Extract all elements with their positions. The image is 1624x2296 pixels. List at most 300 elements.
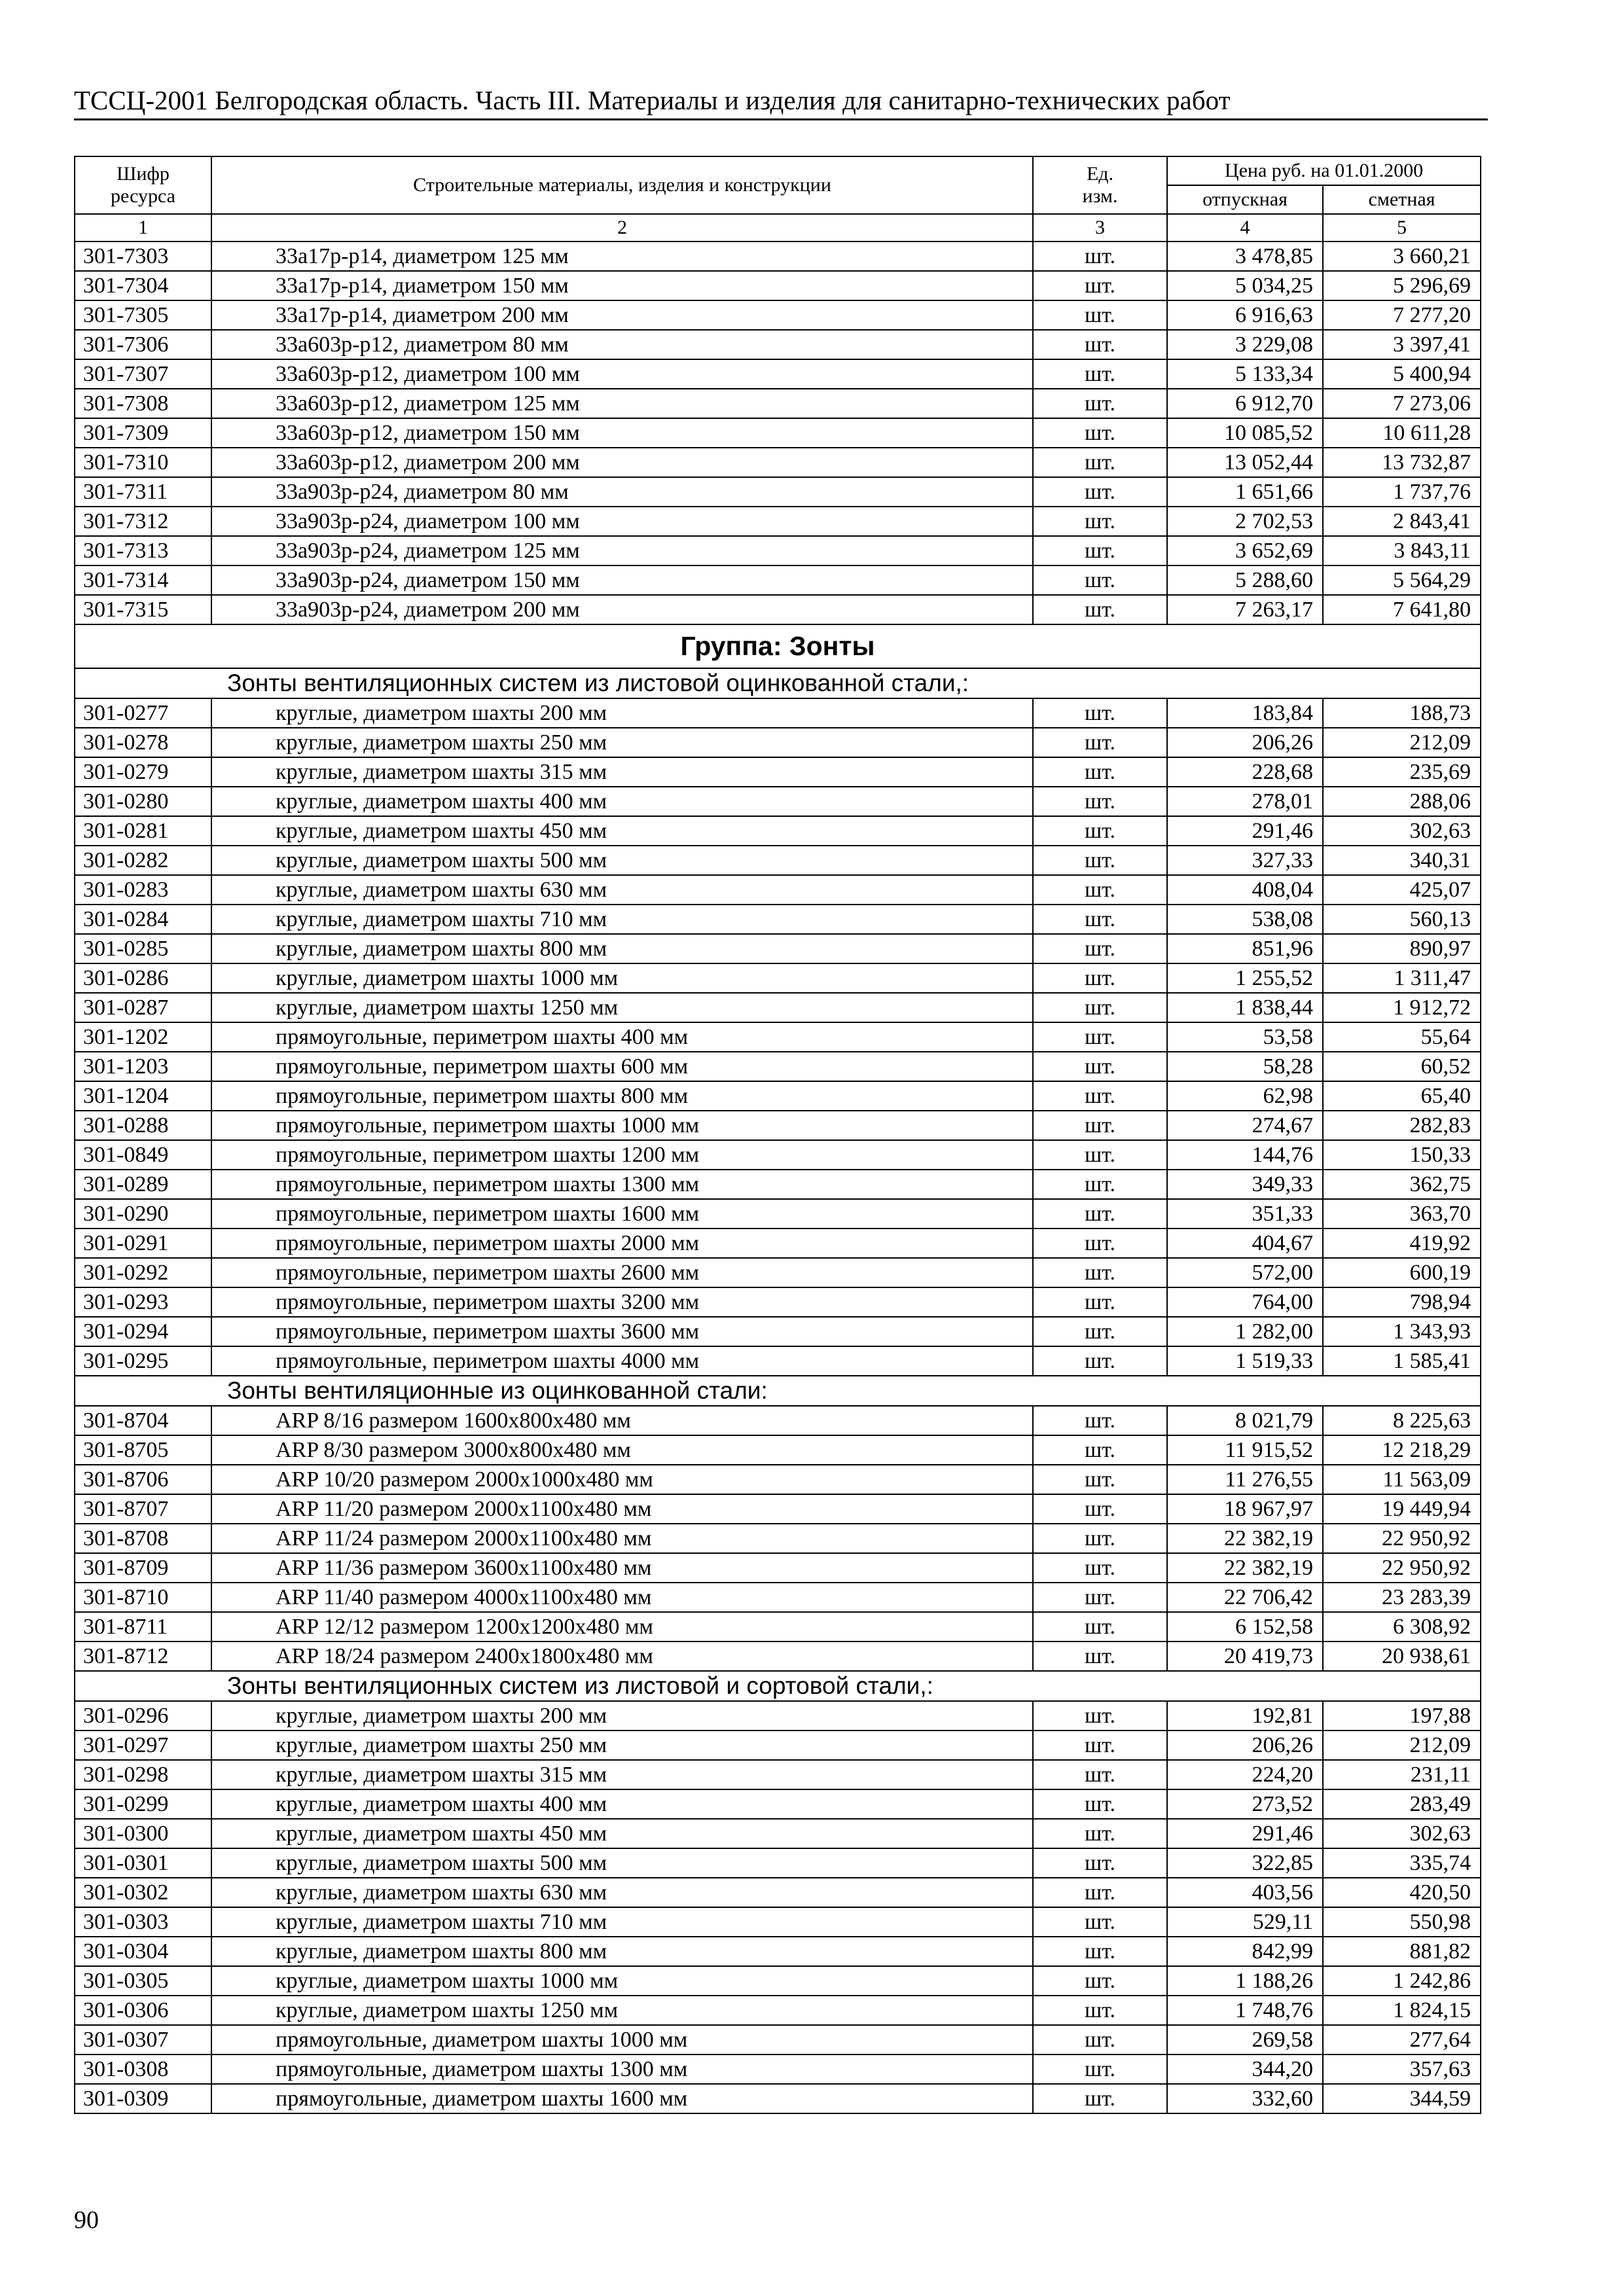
price-release: 206,26 (1167, 1731, 1323, 1760)
material-name: круглые, диаметром шахты 710 мм (211, 1907, 1033, 1937)
price-estimate: 283,49 (1323, 1789, 1481, 1819)
material-name: круглые, диаметром шахты 315 мм (211, 757, 1033, 787)
price-estimate: 11 563,09 (1323, 1465, 1481, 1494)
subgroup-heading-row (75, 1671, 1481, 1701)
resource-code: 301-0281 (75, 816, 211, 846)
unit-of-measure: шт. (1033, 1258, 1167, 1287)
price-estimate: 7 277,20 (1323, 300, 1481, 330)
table-row (75, 565, 1481, 595)
price-estimate: 1 824,15 (1323, 1996, 1481, 2025)
price-estimate: 344,59 (1323, 2084, 1481, 2113)
unit-of-measure: шт. (1033, 507, 1167, 536)
material-name: круглые, диаметром шахты 200 мм (211, 698, 1033, 728)
material-name: круглые, диаметром шахты 1250 мм (211, 1996, 1033, 2025)
table-row (75, 787, 1481, 816)
unit-of-measure: шт. (1033, 595, 1167, 624)
price-estimate: 150,33 (1323, 1140, 1481, 1170)
price-estimate: 798,94 (1323, 1287, 1481, 1317)
table-row (75, 1583, 1481, 1612)
table-row (75, 1170, 1481, 1199)
unit-of-measure: шт. (1033, 477, 1167, 507)
price-estimate: 20 938,61 (1323, 1641, 1481, 1671)
price-release: 764,00 (1167, 1287, 1323, 1317)
table-row (75, 1317, 1481, 1346)
resource-code: 301-0285 (75, 934, 211, 963)
unit-of-measure: шт. (1033, 2084, 1167, 2113)
material-name: 33а903р-р24, диаметром 150 мм (211, 565, 1033, 595)
unit-of-measure: шт. (1033, 757, 1167, 787)
table-row (75, 536, 1481, 565)
table-row (75, 359, 1481, 389)
col-header-price: Цена руб. на 01.01.2000 (1167, 156, 1481, 185)
price-release: 351,33 (1167, 1199, 1323, 1229)
price-estimate: 1 311,47 (1323, 963, 1481, 993)
resource-code: 301-0295 (75, 1346, 211, 1376)
resource-code: 301-0303 (75, 1907, 211, 1937)
unit-of-measure: шт. (1033, 1789, 1167, 1819)
table-row (75, 1612, 1481, 1641)
unit-of-measure: шт. (1033, 1731, 1167, 1760)
unit-of-measure: шт. (1033, 1819, 1167, 1848)
unit-of-measure: шт. (1033, 1848, 1167, 1878)
resource-code: 301-0290 (75, 1199, 211, 1229)
unit-of-measure: шт. (1033, 565, 1167, 595)
col-header-unit: Ед. изм. (1033, 156, 1167, 214)
price-estimate: 5 296,69 (1323, 271, 1481, 300)
price-release: 1 651,66 (1167, 477, 1323, 507)
material-name: круглые, диаметром шахты 710 мм (211, 905, 1033, 934)
unit-of-measure: шт. (1033, 816, 1167, 846)
material-name: прямоугольные, диаметром шахты 1000 мм (211, 2025, 1033, 2054)
table-row (75, 1199, 1481, 1229)
price-estimate: 212,09 (1323, 1731, 1481, 1760)
material-name: 33а903р-р24, диаметром 100 мм (211, 507, 1033, 536)
price-estimate: 5 564,29 (1323, 565, 1481, 595)
table-row (75, 389, 1481, 418)
resource-code: 301-8709 (75, 1553, 211, 1583)
price-release: 5 034,25 (1167, 271, 1323, 300)
table-row (75, 993, 1481, 1022)
price-release: 1 519,33 (1167, 1346, 1323, 1376)
price-release: 2 702,53 (1167, 507, 1323, 536)
material-name: круглые, диаметром шахты 315 мм (211, 1760, 1033, 1789)
unit-of-measure: шт. (1033, 418, 1167, 448)
price-estimate: 65,40 (1323, 1081, 1481, 1111)
price-estimate: 335,74 (1323, 1848, 1481, 1878)
price-estimate: 2 843,41 (1323, 507, 1481, 536)
table-row (75, 934, 1481, 963)
table-row (75, 330, 1481, 359)
price-release: 851,96 (1167, 934, 1323, 963)
table-row (75, 1641, 1481, 1671)
price-release: 3 652,69 (1167, 536, 1323, 565)
resource-code: 301-7307 (75, 359, 211, 389)
table-row (75, 1701, 1481, 1731)
price-release: 6 916,63 (1167, 300, 1323, 330)
unit-of-measure: шт. (1033, 1494, 1167, 1524)
material-name: ARP 8/30 размером 3000х800х480 мм (211, 1435, 1033, 1465)
resource-code: 301-7308 (75, 389, 211, 418)
price-estimate: 13 732,87 (1323, 448, 1481, 477)
unit-of-measure: шт. (1033, 728, 1167, 757)
material-name: круглые, диаметром шахты 400 мм (211, 787, 1033, 816)
resource-code: 301-0294 (75, 1317, 211, 1346)
unit-of-measure: шт. (1033, 905, 1167, 934)
resource-code: 301-1202 (75, 1022, 211, 1052)
price-estimate: 288,06 (1323, 787, 1481, 816)
table-row (75, 963, 1481, 993)
price-release: 1 255,52 (1167, 963, 1323, 993)
price-release: 3 478,85 (1167, 242, 1323, 271)
resource-code: 301-8707 (75, 1494, 211, 1524)
resource-code: 301-0287 (75, 993, 211, 1022)
unit-of-measure: шт. (1033, 1583, 1167, 1612)
price-release: 404,67 (1167, 1229, 1323, 1258)
resource-code: 301-7303 (75, 242, 211, 271)
material-name: прямоугольные, периметром шахты 1000 мм (211, 1111, 1033, 1140)
subgroup-heading-row (75, 668, 1481, 698)
material-name: круглые, диаметром шахты 500 мм (211, 846, 1033, 875)
price-release: 842,99 (1167, 1937, 1323, 1966)
table-row (75, 1229, 1481, 1258)
price-release: 53,58 (1167, 1022, 1323, 1052)
price-estimate: 6 308,92 (1323, 1612, 1481, 1641)
table-row (75, 477, 1481, 507)
price-release: 327,33 (1167, 846, 1323, 875)
price-release: 11 276,55 (1167, 1465, 1323, 1494)
resource-code: 301-8711 (75, 1612, 211, 1641)
resource-code: 301-0291 (75, 1229, 211, 1258)
material-name: ARP 11/40 размером 4000х1100х480 мм (211, 1583, 1033, 1612)
price-release: 13 052,44 (1167, 448, 1323, 477)
material-name: круглые, диаметром шахты 450 мм (211, 1819, 1033, 1848)
price-release: 5 288,60 (1167, 565, 1323, 595)
price-release: 228,68 (1167, 757, 1323, 787)
resource-code: 301-8705 (75, 1435, 211, 1465)
resource-code: 301-0307 (75, 2025, 211, 2054)
resource-code: 301-7313 (75, 536, 211, 565)
price-estimate: 340,31 (1323, 846, 1481, 875)
price-estimate: 363,70 (1323, 1199, 1481, 1229)
price-release: 62,98 (1167, 1081, 1323, 1111)
table-row (75, 1819, 1481, 1848)
table-row (75, 2054, 1481, 2084)
price-estimate: 425,07 (1323, 875, 1481, 905)
price-estimate: 3 843,11 (1323, 536, 1481, 565)
unit-of-measure: шт. (1033, 1937, 1167, 1966)
unit-of-measure: шт. (1033, 1140, 1167, 1170)
table-row (75, 1789, 1481, 1819)
table-row (75, 418, 1481, 448)
price-release: 20 419,73 (1167, 1641, 1323, 1671)
unit-of-measure: шт. (1033, 1701, 1167, 1731)
material-name: 33а17р-р14, диаметром 150 мм (211, 271, 1033, 300)
table-row (75, 1111, 1481, 1140)
resource-code: 301-0300 (75, 1819, 211, 1848)
resource-code: 301-8712 (75, 1641, 211, 1671)
unit-of-measure: шт. (1033, 1553, 1167, 1583)
price-estimate: 1 242,86 (1323, 1966, 1481, 1996)
material-name: ARP 12/12 размером 1200х1200х480 мм (211, 1612, 1033, 1641)
price-estimate: 19 449,94 (1323, 1494, 1481, 1524)
unit-of-measure: шт. (1033, 1966, 1167, 1996)
subgroup-heading-row (75, 1376, 1481, 1406)
table-body (75, 242, 1481, 2113)
table-row (75, 1848, 1481, 1878)
unit-of-measure: шт. (1033, 1229, 1167, 1258)
price-estimate: 1 585,41 (1323, 1346, 1481, 1376)
resource-code: 301-0288 (75, 1111, 211, 1140)
resource-code: 301-0286 (75, 963, 211, 993)
price-release: 6 912,70 (1167, 389, 1323, 418)
unit-of-measure: шт. (1033, 1465, 1167, 1494)
unit-of-measure: шт. (1033, 1996, 1167, 2025)
table-row (75, 1465, 1481, 1494)
price-estimate: 22 950,92 (1323, 1553, 1481, 1583)
price-release: 58,28 (1167, 1052, 1323, 1081)
unit-of-measure: шт. (1033, 330, 1167, 359)
resource-code: 301-7306 (75, 330, 211, 359)
subgroup-heading: Зонты вентиляционные из оцинкованной стали: (75, 1376, 1481, 1406)
resource-code: 301-7311 (75, 477, 211, 507)
price-release: 278,01 (1167, 787, 1323, 816)
material-name: круглые, диаметром шахты 500 мм (211, 1848, 1033, 1878)
page-number: 90 (74, 2206, 99, 2234)
price-release: 274,67 (1167, 1111, 1323, 1140)
table-row (75, 1494, 1481, 1524)
unit-of-measure: шт. (1033, 359, 1167, 389)
price-release: 8 021,79 (1167, 1406, 1323, 1435)
table-row (75, 1907, 1481, 1937)
group-heading: Группа: Зонты (75, 624, 1481, 668)
price-estimate: 188,73 (1323, 698, 1481, 728)
table-row (75, 2025, 1481, 2054)
unit-of-measure: шт. (1033, 1612, 1167, 1641)
col-number-2: 2 (211, 214, 1033, 242)
unit-of-measure: шт. (1033, 787, 1167, 816)
price-release: 291,46 (1167, 1819, 1323, 1848)
col-number-5: 5 (1323, 214, 1481, 242)
unit-of-measure: шт. (1033, 1641, 1167, 1671)
unit-of-measure: шт. (1033, 1524, 1167, 1553)
col-header-name: Строительные материалы, изделия и конструкции (211, 156, 1033, 214)
unit-of-measure: шт. (1033, 1406, 1167, 1435)
price-release: 22 382,19 (1167, 1524, 1323, 1553)
resource-code: 301-0301 (75, 1848, 211, 1878)
material-name: прямоугольные, периметром шахты 3200 мм (211, 1287, 1033, 1317)
resource-code: 301-0299 (75, 1789, 211, 1819)
unit-of-measure: шт. (1033, 1170, 1167, 1199)
page-header: ТССЦ-2001 Белгородская область. Часть III. Материалы и изделия для санитарно-технических работ (74, 85, 1231, 115)
material-name: прямоугольные, периметром шахты 800 мм (211, 1081, 1033, 1111)
resource-code: 301-0292 (75, 1258, 211, 1287)
price-estimate: 3 660,21 (1323, 242, 1481, 271)
price-estimate: 55,64 (1323, 1022, 1481, 1052)
unit-of-measure: шт. (1033, 934, 1167, 963)
material-name: ARP 18/24 размером 2400х1800х480 мм (211, 1641, 1033, 1671)
unit-of-measure: шт. (1033, 536, 1167, 565)
price-release: 206,26 (1167, 728, 1323, 757)
resource-code: 301-0277 (75, 698, 211, 728)
price-release: 5 133,34 (1167, 359, 1323, 389)
resource-code: 301-0279 (75, 757, 211, 787)
unit-of-measure: шт. (1033, 1111, 1167, 1140)
material-name: ARP 11/20 размером 2000х1100х480 мм (211, 1494, 1033, 1524)
unit-of-measure: шт. (1033, 271, 1167, 300)
price-release: 269,58 (1167, 2025, 1323, 2054)
table-row (75, 1406, 1481, 1435)
resource-code: 301-0289 (75, 1170, 211, 1199)
price-release: 1 282,00 (1167, 1317, 1323, 1346)
price-release: 22 706,42 (1167, 1583, 1323, 1612)
material-name: круглые, диаметром шахты 630 мм (211, 875, 1033, 905)
price-release: 322,85 (1167, 1848, 1323, 1878)
table-row (75, 905, 1481, 934)
price-release: 6 152,58 (1167, 1612, 1323, 1641)
price-release: 291,46 (1167, 816, 1323, 846)
material-name: 33а903р-р24, диаметром 80 мм (211, 477, 1033, 507)
material-name: круглые, диаметром шахты 250 мм (211, 1731, 1033, 1760)
unit-of-measure: шт. (1033, 875, 1167, 905)
table-row (75, 1524, 1481, 1553)
material-name: круглые, диаметром шахты 200 мм (211, 1701, 1033, 1731)
unit-of-measure: шт. (1033, 1435, 1167, 1465)
table-row (75, 728, 1481, 757)
material-name: круглые, диаметром шахты 250 мм (211, 728, 1033, 757)
material-name: прямоугольные, диаметром шахты 1600 мм (211, 2084, 1033, 2113)
material-name: 33а17р-р14, диаметром 200 мм (211, 300, 1033, 330)
price-estimate: 212,09 (1323, 728, 1481, 757)
resource-code: 301-0296 (75, 1701, 211, 1731)
table-row (75, 1966, 1481, 1996)
resource-code: 301-7309 (75, 418, 211, 448)
table-row (75, 698, 1481, 728)
unit-of-measure: шт. (1033, 1878, 1167, 1907)
price-estimate: 277,64 (1323, 2025, 1481, 2054)
material-name: 33а603р-р12, диаметром 100 мм (211, 359, 1033, 389)
resource-code: 301-7304 (75, 271, 211, 300)
resource-code: 301-7305 (75, 300, 211, 330)
price-estimate: 362,75 (1323, 1170, 1481, 1199)
unit-of-measure: шт. (1033, 846, 1167, 875)
unit-of-measure: шт. (1033, 963, 1167, 993)
resource-code: 301-7312 (75, 507, 211, 536)
table-row (75, 507, 1481, 536)
table-row (75, 595, 1481, 624)
table-row (75, 1081, 1481, 1111)
unit-of-measure: шт. (1033, 2025, 1167, 2054)
resource-code: 301-0278 (75, 728, 211, 757)
table-row (75, 1052, 1481, 1081)
price-release: 1 188,26 (1167, 1966, 1323, 1996)
price-estimate: 3 397,41 (1323, 330, 1481, 359)
price-release: 529,11 (1167, 1907, 1323, 1937)
table-row (75, 1937, 1481, 1966)
material-name: ARP 11/36 размером 3600х1100х480 мм (211, 1553, 1033, 1583)
material-name: прямоугольные, периметром шахты 600 мм (211, 1052, 1033, 1081)
material-name: прямоугольные, периметром шахты 4000 мм (211, 1346, 1033, 1376)
material-name: круглые, диаметром шахты 1250 мм (211, 993, 1033, 1022)
table-row (75, 300, 1481, 330)
col-header-release: отпускная (1167, 185, 1323, 214)
header-rule (74, 118, 1488, 120)
material-name: 33а17р-р14, диаметром 125 мм (211, 242, 1033, 271)
table-row (75, 1996, 1481, 2025)
price-release: 344,20 (1167, 2054, 1323, 2084)
table-row (75, 875, 1481, 905)
price-estimate: 357,63 (1323, 2054, 1481, 2084)
material-name: прямоугольные, периметром шахты 400 мм (211, 1022, 1033, 1052)
table-row (75, 1435, 1481, 1465)
unit-of-measure: шт. (1033, 1022, 1167, 1052)
col-number-4: 4 (1167, 214, 1323, 242)
price-estimate: 12 218,29 (1323, 1435, 1481, 1465)
price-estimate: 231,11 (1323, 1760, 1481, 1789)
table-row (75, 1287, 1481, 1317)
material-name: круглые, диаметром шахты 800 мм (211, 934, 1033, 963)
table-row (75, 1140, 1481, 1170)
material-name: прямоугольные, периметром шахты 1600 мм (211, 1199, 1033, 1229)
resource-code: 301-0849 (75, 1140, 211, 1170)
resource-code: 301-8708 (75, 1524, 211, 1553)
unit-of-measure: шт. (1033, 242, 1167, 271)
resource-code: 301-0308 (75, 2054, 211, 2084)
unit-of-measure: шт. (1033, 389, 1167, 418)
price-release: 10 085,52 (1167, 418, 1323, 448)
unit-of-measure: шт. (1033, 1346, 1167, 1376)
price-release: 572,00 (1167, 1258, 1323, 1287)
unit-of-measure: шт. (1033, 1287, 1167, 1317)
price-release: 22 382,19 (1167, 1553, 1323, 1583)
resource-code: 301-0297 (75, 1731, 211, 1760)
price-estimate: 10 611,28 (1323, 418, 1481, 448)
col-header-code: Шифр ресурса (75, 156, 211, 214)
table-row (75, 1258, 1481, 1287)
material-name: 33а903р-р24, диаметром 125 мм (211, 536, 1033, 565)
unit-of-measure: шт. (1033, 1199, 1167, 1229)
material-name: круглые, диаметром шахты 1000 мм (211, 963, 1033, 993)
resource-code: 301-0293 (75, 1287, 211, 1317)
resource-code: 301-7315 (75, 595, 211, 624)
price-estimate: 282,83 (1323, 1111, 1481, 1140)
table-row (75, 1553, 1481, 1583)
table-row (75, 242, 1481, 271)
price-release: 11 915,52 (1167, 1435, 1323, 1465)
resource-code: 301-0298 (75, 1760, 211, 1789)
subgroup-heading: Зонты вентиляционных систем из листовой и сортовой стали,: (75, 1671, 1481, 1701)
table-row (75, 1731, 1481, 1760)
price-estimate: 235,69 (1323, 757, 1481, 787)
material-name: 33а603р-р12, диаметром 200 мм (211, 448, 1033, 477)
unit-of-measure: шт. (1033, 1081, 1167, 1111)
table-row (75, 1760, 1481, 1789)
price-estimate: 7 273,06 (1323, 389, 1481, 418)
table-row (75, 1878, 1481, 1907)
price-release: 144,76 (1167, 1140, 1323, 1170)
resource-code: 301-7310 (75, 448, 211, 477)
material-name: ARP 10/20 размером 2000х1000х480 мм (211, 1465, 1033, 1494)
price-estimate: 7 641,80 (1323, 595, 1481, 624)
price-estimate: 420,50 (1323, 1878, 1481, 1907)
price-estimate: 197,88 (1323, 1701, 1481, 1731)
material-name: прямоугольные, периметром шахты 1300 мм (211, 1170, 1033, 1199)
price-estimate: 419,92 (1323, 1229, 1481, 1258)
material-name: прямоугольные, диаметром шахты 1300 мм (211, 2054, 1033, 2084)
resource-code: 301-1204 (75, 1081, 211, 1111)
unit-of-measure: шт. (1033, 448, 1167, 477)
table-row (75, 757, 1481, 787)
resource-code: 301-0304 (75, 1937, 211, 1966)
